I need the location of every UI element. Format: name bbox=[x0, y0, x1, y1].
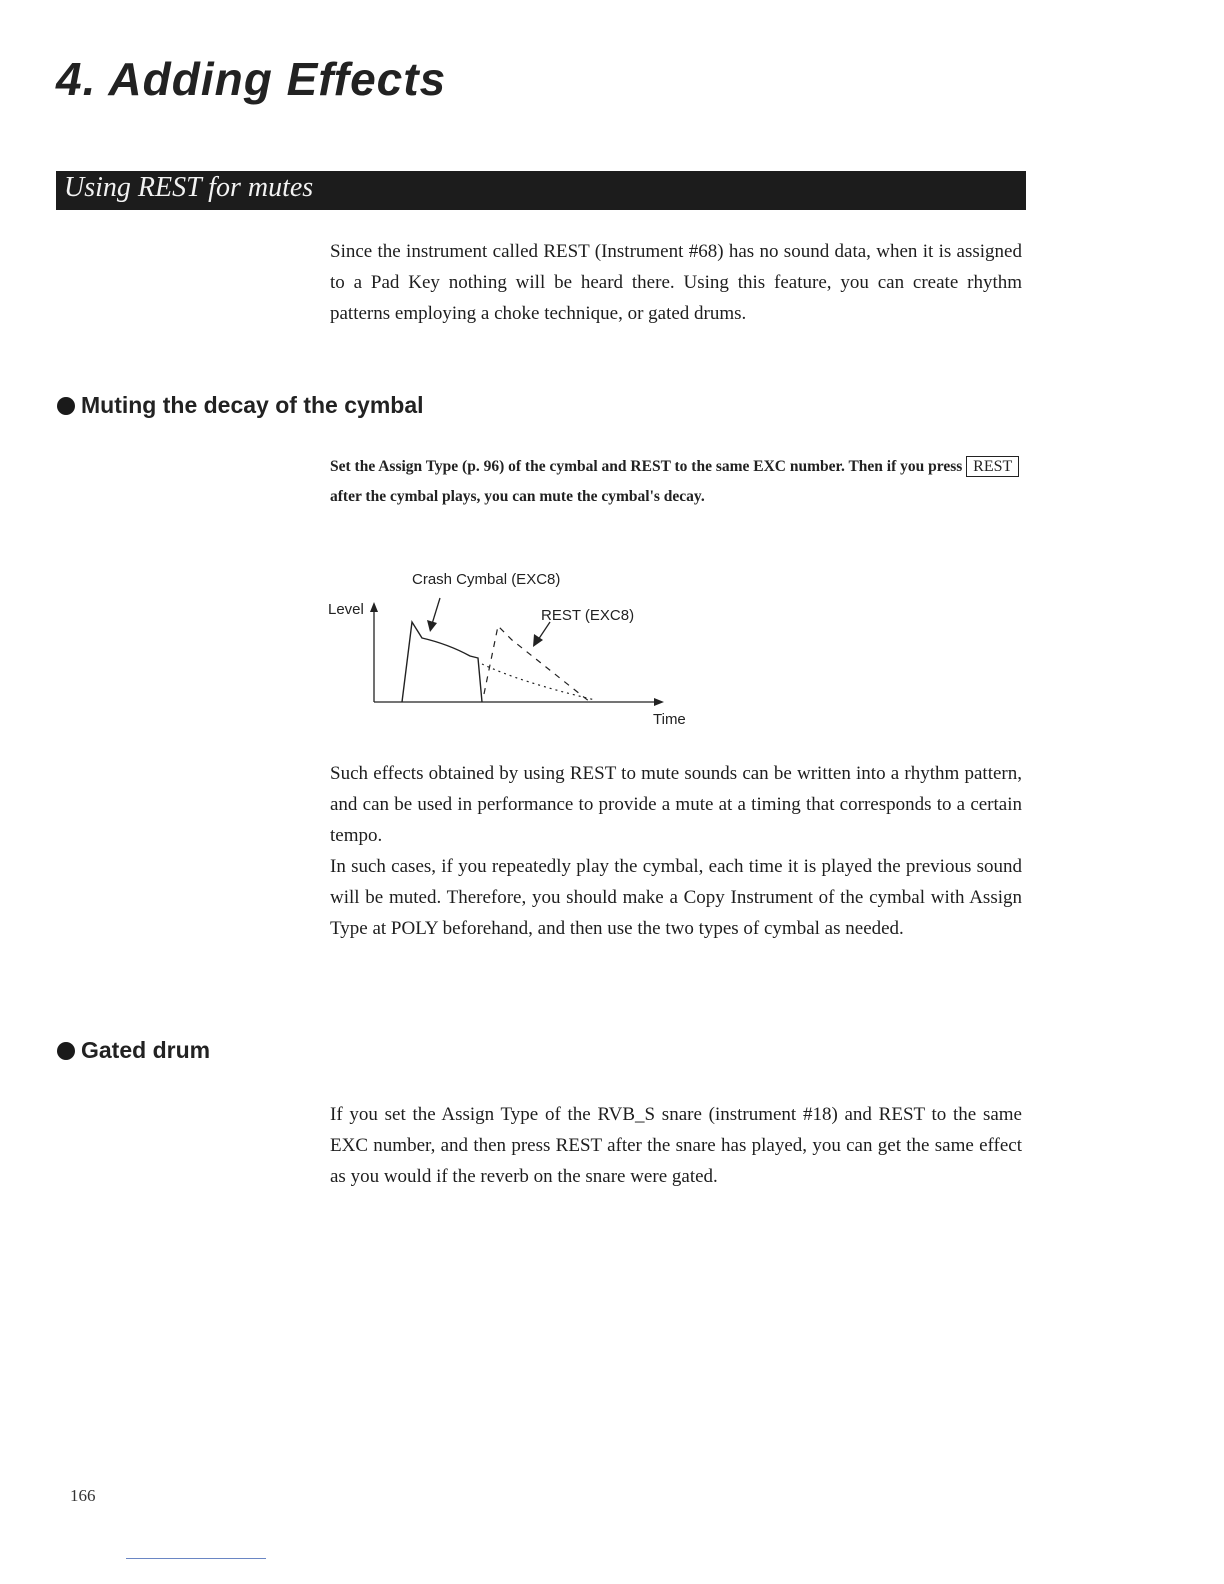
time-axis-label: Time bbox=[653, 711, 686, 728]
rest-pointer-line bbox=[538, 622, 550, 640]
gated-heading-text: Gated drum bbox=[81, 1037, 211, 1063]
muting-instruction bbox=[330, 452, 1030, 512]
page-number: 166 bbox=[70, 1486, 96, 1505]
muting-heading bbox=[57, 392, 424, 419]
muting-body-2: In such cases, if you repeatedly play the cymbal, each time it is played the previous sound will be muted. Therefore, you should make a Copy Instrument of the cymbal with Assign Type at POLY beforehand, and then use the two types of cymbal as needed. bbox=[330, 856, 1022, 939]
crash-cymbal-label: Crash Cymbal (EXC8) bbox=[412, 571, 561, 588]
section-title: Using REST for mutes bbox=[64, 172, 314, 203]
crash-envelope-curve bbox=[402, 622, 482, 702]
rest-key: REST bbox=[966, 456, 1019, 477]
crash-natural-decay-dotted bbox=[482, 664, 595, 700]
muting-instruction-part1: Set the Assign Type (p. 96) of the cymbal and REST to the same EXC number. Then if you press bbox=[330, 458, 963, 475]
footer-rule bbox=[126, 1558, 266, 1559]
crash-pointer-arrow-icon bbox=[427, 620, 437, 632]
x-axis-arrow-icon bbox=[654, 698, 664, 706]
section-header-bar bbox=[56, 171, 1026, 210]
intro-paragraph: Since the instrument called REST (Instrument #68) has no sound data, when it is assigned to a Pad Key nothing will be heard there. Using this feature, you can create rhythm patterns employing a choke technique, or gated drums. bbox=[330, 241, 1022, 324]
envelope-diagram bbox=[320, 560, 700, 735]
bullet-icon bbox=[57, 1042, 75, 1060]
rest-label: REST (EXC8) bbox=[541, 607, 635, 624]
level-axis-label: Level bbox=[328, 601, 364, 618]
gated-heading bbox=[57, 1037, 210, 1064]
gated-body: If you set the Assign Type of the RVB_S snare (instrument #18) and REST to the same EXC number, and then press REST after the snare has played, you can get the same effect as you would if the reverb on the snare were gated. bbox=[330, 1104, 1022, 1187]
y-axis-arrow-icon bbox=[370, 602, 378, 612]
crash-pointer-line bbox=[432, 598, 440, 624]
muting-instruction-part2: after the cymbal plays, you can mute the cymbal's decay. bbox=[330, 488, 705, 505]
muting-body-1: Such effects obtained by using REST to mute sounds can be written into a rhythm pattern, and can be used in performance to provide a mute at a timing that corresponds to a certain tempo. bbox=[330, 763, 1022, 846]
rest-pointer-arrow-icon bbox=[533, 634, 543, 647]
muting-heading-text: Muting the decay of the cymbal bbox=[81, 392, 424, 418]
bullet-icon bbox=[57, 397, 75, 415]
chapter-title: 4. Adding Effects bbox=[56, 53, 447, 105]
